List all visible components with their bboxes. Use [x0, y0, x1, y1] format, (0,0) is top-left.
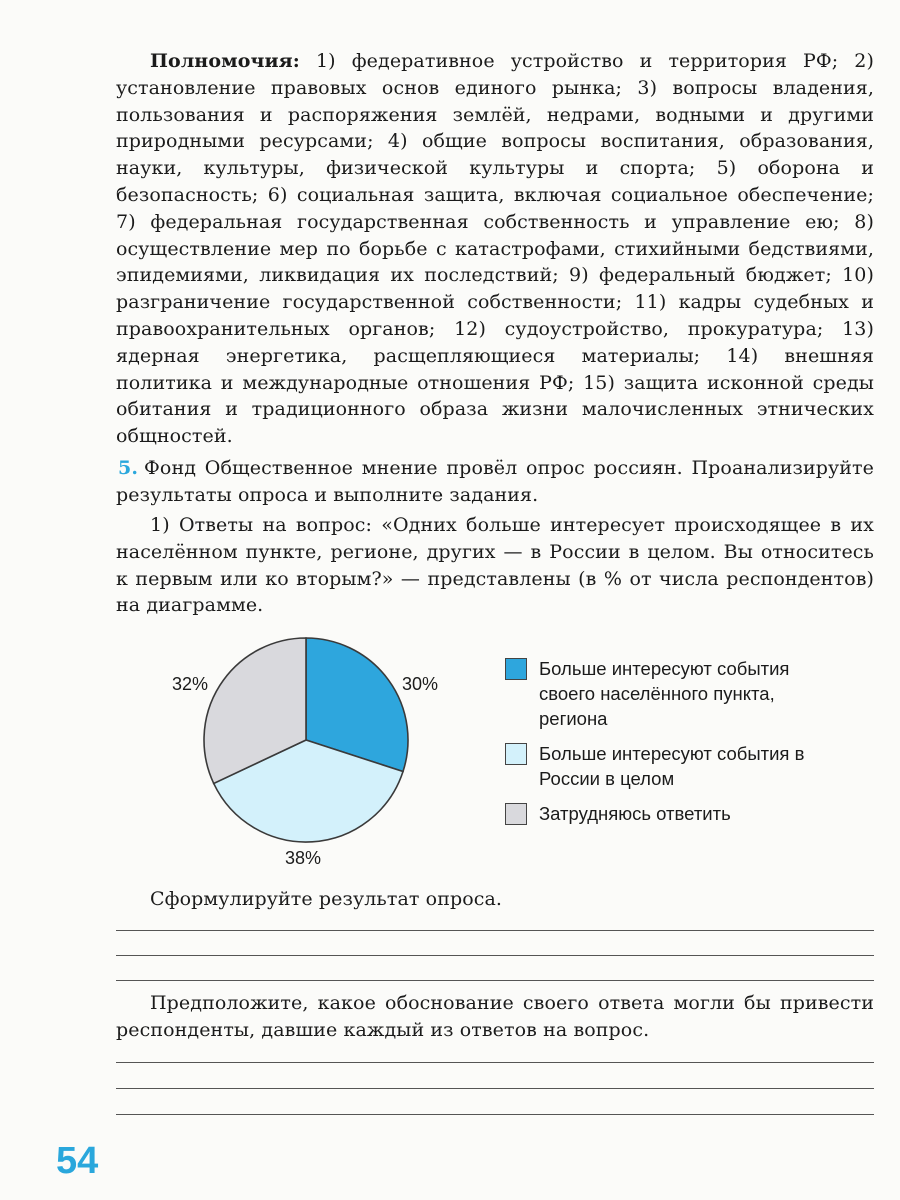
formulate-prompt: Сформулируйте результат опроса. — [150, 888, 503, 910]
answer-line[interactable] — [116, 930, 874, 931]
legend-label-russia: Больше интересуют события в России в целом — [539, 743, 805, 789]
task-text: Фонд Общественное мнение провёл опрос россиян. Проанализируйте результаты опроса и выполните задания. — [116, 457, 874, 506]
answer-line[interactable] — [116, 980, 874, 981]
answer-line[interactable] — [116, 1062, 874, 1063]
legend-label-local: Больше интересуют события своего населённого пункта, региона — [539, 658, 790, 729]
task-number: 5. — [118, 457, 139, 479]
slice-value-label-russia: 38% — [285, 848, 322, 868]
pie-chart — [150, 630, 470, 880]
answer-line[interactable] — [116, 955, 874, 956]
powers-text: 1) федеративное устройство и территория РФ; 2) установление правовых основ единого рынка; 3) вопросы владения, пользования и распоряжения землёй, недрами, водными и другими природными ресурсами; 4) общие вопросы воспитания, образования, науки, культуры, физической культуры и спорта; 5) оборона и безопасность; 6) социальная защита, включая социальное обеспечение; 7) федеральная государственная собственность и управление ею; 8) осуществление мер по борьбе с катастрофами, стихийными бедствиями, эпидемиями, ликвидация их последствий; 9) федеральный бюджет; 10) разграничение государственной собственности; 11) кадры судебных и правоохранительных органов; 12) судоустройство, прокуратура; 13) ядерная энергетика, расщепляющиеся материалы; 14) внешняя политика и международные отношения РФ; 15) защита исконной среды обитания и традиционного образа жизни малочисленных этнических общностей. — [116, 50, 874, 448]
legend-item-undecided — [505, 801, 845, 826]
slice-value-label-local: 30% — [402, 674, 439, 694]
pie-chart-area — [150, 630, 890, 880]
task-paragraph — [116, 455, 874, 509]
chart-legend — [505, 656, 845, 836]
question-paragraph: 1) Ответы на вопрос: «Одних больше интересует происходящее в их населённом пункте, регионе, других — в России в целом. Вы относитесь к первым или ко вторым?» — представлены (в % от числа респондентов) на диаграмме. — [116, 514, 874, 617]
powers-label: Полномочия: — [150, 50, 300, 72]
suppose-prompt: Предположите, какое обоснование своего ответа могли бы привести респонденты, давшие каждый из ответов на вопрос. — [116, 992, 874, 1041]
legend-label-undecided: Затрудняюсь ответить — [539, 803, 731, 824]
page-number: 54 — [56, 1140, 99, 1182]
answer-line[interactable] — [116, 1088, 874, 1089]
slice-value-label-undecided: 32% — [172, 674, 209, 694]
legend-item-russia — [505, 741, 845, 791]
legend-item-local — [505, 656, 845, 731]
legend-swatch-undecided — [505, 803, 527, 825]
legend-swatch-local — [505, 658, 527, 680]
legend-swatch-russia — [505, 743, 527, 765]
powers-paragraph — [116, 48, 874, 450]
answer-line[interactable] — [116, 1114, 874, 1115]
